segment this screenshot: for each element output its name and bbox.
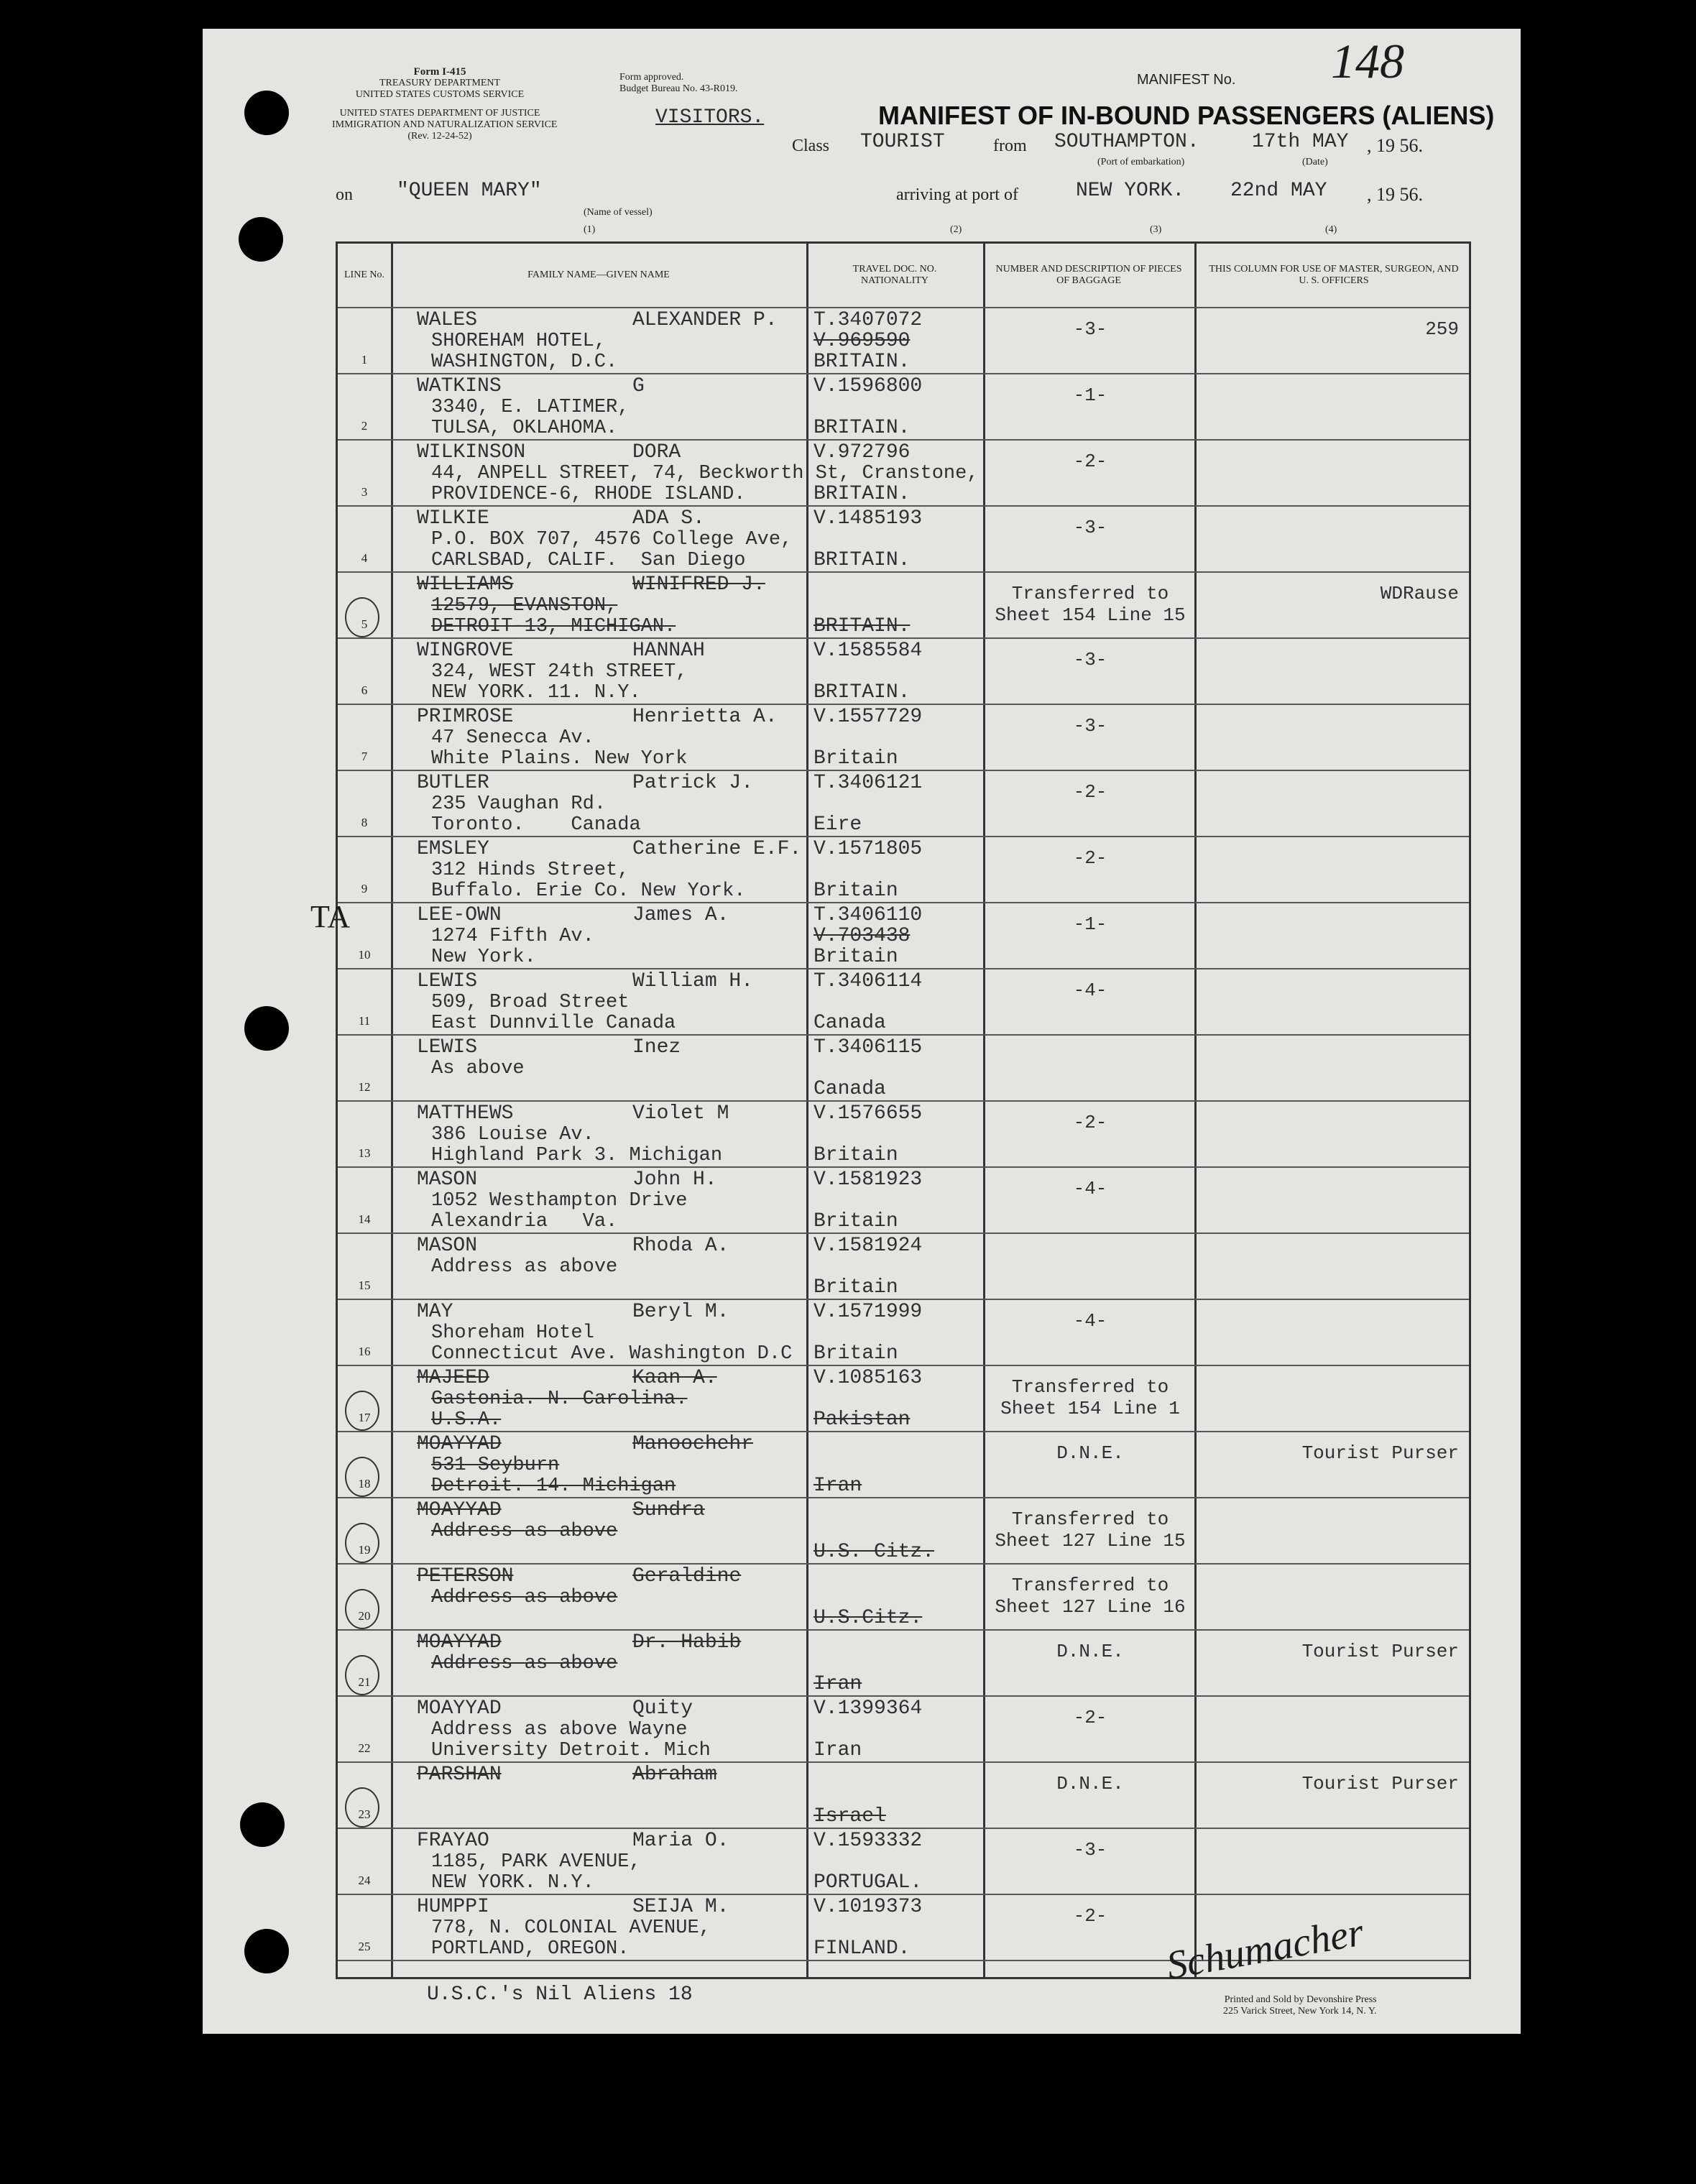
address-line-2: TULSA, OKLAHOMA.	[431, 418, 618, 439]
baggage: D.N.E.	[1056, 1442, 1124, 1464]
address-line-1: 324, WEST 24th STREET,	[431, 661, 688, 683]
table-row	[338, 639, 1469, 705]
visitors-label: VISITORS.	[655, 106, 765, 129]
nationality: Israel	[814, 1805, 886, 1828]
given-name: James A.	[632, 904, 729, 926]
nationality: FINLAND.	[814, 1938, 911, 1960]
family-name: MAJEED	[417, 1367, 489, 1389]
baggage: D.N.E.	[1056, 1641, 1124, 1662]
line-number: 15	[358, 1278, 371, 1292]
nationality: BRITAIN.	[814, 681, 911, 704]
baggage: Transferred to Sheet 154 Line 15	[995, 583, 1186, 626]
family-name: WALES	[417, 309, 478, 331]
line-number: 22	[358, 1741, 371, 1755]
address-line-1: Address as above	[431, 1521, 618, 1542]
table-row	[338, 441, 1469, 507]
family-name: EMSLEY	[417, 838, 489, 860]
address-line-1: 312 Hinds Street,	[431, 860, 630, 881]
address-line-1: 3340, E. LATIMER,	[431, 397, 630, 418]
family-name: WINGROVE	[417, 640, 514, 662]
nationality: Canada	[814, 1012, 886, 1034]
baggage: -2-	[1073, 1905, 1107, 1927]
family-name: MOAYYAD	[417, 1697, 502, 1720]
table-row	[338, 1300, 1469, 1366]
address-line-1: 1185, PARK AVENUE,	[431, 1851, 641, 1873]
given-name: Dr. Habib	[632, 1631, 742, 1654]
table-row	[338, 837, 1469, 903]
nationality: BRITAIN.	[814, 351, 911, 373]
address-line-2: Buffalo. Erie Co. New York.	[431, 880, 746, 902]
officer-note: 259	[1425, 318, 1459, 340]
nationality: Britain	[814, 1210, 898, 1232]
address-line-1: 44, ANPELL STREET, 74, Beckworth St, Cranstone,	[431, 463, 979, 484]
travel-doc-no: V.1581924	[814, 1235, 923, 1257]
given-name: Catherine E.F.	[632, 838, 802, 860]
depart-year: , 19 56.	[1367, 135, 1423, 156]
nationality: Iran	[814, 1673, 862, 1695]
given-name: Inez	[632, 1036, 681, 1059]
family-name: WILKIE	[417, 507, 489, 530]
address-line-2: Detroit. 14. Michigan	[431, 1475, 676, 1497]
family-name: PRIMROSE	[417, 706, 514, 728]
officer-note: Tourist Purser	[1301, 1773, 1459, 1794]
nationality: BRITAIN.	[814, 549, 911, 571]
family-name: WATKINS	[417, 375, 502, 397]
nationality: Britain	[814, 880, 898, 902]
manifest-table	[336, 241, 1471, 1979]
family-name: LEWIS	[417, 1036, 478, 1059]
given-name: ALEXANDER P.	[632, 309, 778, 331]
address-line-1: 47 Senecca Av.	[431, 727, 594, 749]
nationality: Eire	[814, 814, 862, 836]
address-line-2: WASHINGTON, D.C.	[431, 351, 618, 373]
address-line-2: NEW YORK. 11. N.Y.	[431, 682, 641, 704]
address-line-2: CARLSBAD, CALIF. San Diego	[431, 550, 746, 571]
address-line-1: SHOREHAM HOTEL,	[431, 331, 607, 352]
family-name: LEE-OWN	[417, 904, 502, 926]
address-line-1: P.O. BOX 707, 4576 College Ave,	[431, 529, 793, 550]
given-name: HANNAH	[632, 640, 705, 662]
address-line-2: PROVIDENCE-6, RHODE ISLAND.	[431, 484, 746, 505]
address-line-1: 12579, EVANSTON,	[431, 595, 618, 617]
nationality: BRITAIN.	[814, 615, 911, 637]
line-number: 25	[358, 1940, 371, 1953]
table-row	[338, 374, 1469, 441]
baggage: -2-	[1073, 451, 1107, 472]
table-row	[338, 1697, 1469, 1763]
binder-hole	[244, 91, 289, 135]
nationality: Iran	[814, 1475, 862, 1497]
on-label: on	[336, 185, 353, 204]
nationality: Britain	[814, 946, 898, 968]
nationality: Britain	[814, 1342, 898, 1365]
travel-doc-no: V.1557729	[814, 706, 923, 728]
col-line-no: LINE No.	[344, 269, 384, 280]
given-name: John H.	[632, 1169, 717, 1191]
line-number: 9	[361, 882, 368, 895]
baggage: D.N.E.	[1056, 1773, 1124, 1794]
family-name: MOAYYAD	[417, 1499, 502, 1521]
manifest-page	[203, 29, 1521, 2034]
table-row	[338, 1102, 1469, 1168]
officer-note: Tourist Purser	[1301, 1442, 1459, 1464]
baggage: Transferred to Sheet 127 Line 16	[995, 1575, 1186, 1618]
nationality: PORTUGAL.	[814, 1871, 923, 1894]
family-name: WILLIAMS	[417, 573, 514, 596]
address-line-1: As above	[431, 1058, 525, 1079]
form-approved: Form approved.	[619, 72, 684, 83]
given-name: Beryl M.	[632, 1301, 729, 1323]
given-name: Kaan A.	[632, 1367, 717, 1389]
given-name: DORA	[632, 441, 681, 464]
line-number: 1	[361, 353, 368, 367]
dept-treasury: TREASURY DEPARTMENT	[379, 78, 501, 88]
table-row	[338, 1565, 1469, 1631]
col-num-3: (3)	[1150, 224, 1162, 235]
baggage: Transferred to Sheet 154 Line 1	[1000, 1376, 1180, 1419]
officer-note: Tourist Purser	[1301, 1641, 1459, 1662]
address-line-2: Toronto. Canada	[431, 814, 641, 836]
travel-doc-no: V.1596800	[814, 375, 923, 397]
line-number: 10	[358, 948, 371, 962]
col-num-2: (2)	[950, 224, 962, 235]
table-row	[338, 507, 1469, 573]
officer-note: WDRause	[1380, 583, 1459, 604]
family-name: MOAYYAD	[417, 1433, 502, 1455]
col-officers: THIS COLUMN FOR USE OF MASTER, SURGEON, AND U. S. OFFICERS	[1209, 264, 1459, 286]
family-name: MAY	[417, 1301, 453, 1323]
given-name: Maria O.	[632, 1830, 729, 1852]
given-name: Sundra	[632, 1499, 705, 1521]
line-number: 17	[358, 1411, 371, 1424]
address-line-2: New York.	[431, 946, 536, 968]
address-line-1: Shoreham Hotel	[431, 1322, 594, 1344]
nationality: BRITAIN.	[814, 417, 911, 439]
address-line-2: Connecticut Ave. Washington D.C	[431, 1343, 793, 1365]
address-line-2: U.S.A.	[431, 1409, 502, 1431]
printer-line-2: 225 Varick Street, New York 14, N. Y.	[1223, 2006, 1377, 2017]
travel-doc-prev: V.703438	[814, 925, 911, 947]
arrive-date: 22nd MAY	[1230, 180, 1327, 202]
family-name: MOAYYAD	[417, 1631, 502, 1654]
baggage: -2-	[1073, 1112, 1107, 1133]
col-travel-doc: TRAVEL DOC. NO. NATIONALITY	[852, 264, 937, 286]
nationality: Pakistan	[814, 1409, 911, 1431]
line-number: 23	[358, 1807, 371, 1821]
nationality: Britain	[814, 747, 898, 770]
line-number: 19	[358, 1543, 371, 1557]
address-line-1: Address as above	[431, 1256, 618, 1278]
col-num-1: (1)	[584, 224, 596, 235]
baggage: -2-	[1073, 1707, 1107, 1728]
family-name: PETERSON	[417, 1565, 514, 1588]
line-number: 21	[358, 1675, 371, 1689]
line-number: 14	[358, 1212, 371, 1226]
travel-doc-no: V.972796	[814, 441, 911, 464]
class-label: Class	[792, 137, 830, 155]
table-row	[338, 308, 1469, 374]
address-line-1: Address as above Wayne	[431, 1719, 688, 1741]
baggage: -3-	[1073, 1839, 1107, 1861]
baggage: Transferred to Sheet 127 Line 15	[995, 1508, 1186, 1552]
line-number: 6	[361, 683, 368, 697]
address-line-1: 235 Vaughan Rd.	[431, 793, 607, 815]
travel-doc-no: T.3406115	[814, 1036, 923, 1059]
binder-hole	[240, 1802, 285, 1847]
nationality: Britain	[814, 1144, 898, 1166]
travel-doc-no: V.1581923	[814, 1169, 923, 1191]
line-number: 13	[358, 1146, 371, 1160]
table-row	[338, 1829, 1469, 1895]
travel-doc-no: T.3406110	[814, 904, 923, 926]
travel-doc-no: V.1485193	[814, 507, 923, 530]
form-approved-block	[619, 72, 737, 95]
date-caption: (Date)	[1302, 157, 1328, 167]
from-label: from	[993, 137, 1027, 155]
baggage: -2-	[1073, 847, 1107, 869]
dept-customs: UNITED STATES CUSTOMS SERVICE	[355, 89, 525, 100]
vessel-caption: (Name of vessel)	[584, 207, 653, 218]
table-row	[338, 771, 1469, 837]
table-row	[338, 1631, 1469, 1697]
baggage: -4-	[1073, 1178, 1107, 1199]
col-baggage: NUMBER AND DESCRIPTION OF PIECES OF BAGGAGE	[995, 264, 1182, 286]
nationality: U.S.Citz.	[814, 1607, 923, 1629]
address-line-1: 1274 Fifth Av.	[431, 926, 594, 947]
form-id: Form I-415	[413, 66, 466, 78]
travel-doc-no: V.1571805	[814, 838, 923, 860]
arrive-port: NEW YORK.	[1076, 180, 1185, 202]
table-row	[338, 705, 1469, 771]
baggage: -1-	[1073, 913, 1107, 935]
nationality: Iran	[814, 1739, 862, 1761]
address-line-2: White Plains. New York	[431, 748, 688, 770]
line-number: 20	[358, 1609, 371, 1623]
line-number: 24	[358, 1874, 371, 1887]
address-line-2: PORTLAND, OREGON.	[431, 1938, 630, 1960]
footer-summary: U.S.C.'s Nil Aliens 18	[427, 1983, 693, 2006]
given-name: ADA S.	[632, 507, 705, 530]
margin-note: TA	[310, 899, 351, 934]
given-name: Abraham	[632, 1764, 717, 1786]
line-number: 5	[361, 617, 368, 631]
printer-block	[1223, 1994, 1377, 2017]
address-line-2: Alexandria Va.	[431, 1211, 618, 1232]
dept-justice: UNITED STATES DEPARTMENT OF JUSTICE	[339, 108, 540, 119]
given-name: WINIFRED J.	[632, 573, 765, 596]
family-name: LEWIS	[417, 970, 478, 992]
baggage: -4-	[1073, 1310, 1107, 1332]
baggage: -3-	[1073, 318, 1107, 340]
address-line-1: Address as above	[431, 1587, 618, 1608]
nationality: Canada	[814, 1078, 886, 1100]
line-number: 4	[361, 551, 368, 565]
travel-doc-no: T.3406114	[814, 970, 923, 992]
address-line-2: DETROIT-13, MICHIGAN.	[431, 616, 676, 637]
travel-doc-no: V.1585584	[814, 640, 923, 662]
arriving-label: arriving at port of	[896, 185, 1018, 204]
table-row	[338, 903, 1469, 969]
travel-doc-no: T.3406121	[814, 772, 923, 794]
form-rev: (Rev. 12-24-52)	[407, 131, 472, 142]
given-name: G	[632, 375, 645, 397]
table-row	[338, 573, 1469, 639]
manifest-no-label: MANIFEST No.	[1137, 72, 1236, 88]
table-row	[338, 1432, 1469, 1498]
family-name: BUTLER	[417, 772, 489, 794]
table-row	[338, 1168, 1469, 1234]
address-line-1: 509, Broad Street	[431, 992, 630, 1013]
travel-doc-no: V.1019373	[814, 1896, 923, 1918]
address-line-2: University Detroit. Mich	[431, 1740, 711, 1761]
travel-doc-no: V.1085163	[814, 1367, 923, 1389]
line-number: 12	[358, 1080, 371, 1094]
address-line-2: NEW YORK. N.Y.	[431, 1872, 594, 1894]
baggage: -2-	[1073, 781, 1107, 803]
depart-date: 17th MAY	[1252, 131, 1349, 153]
family-name: PARSHAN	[417, 1764, 502, 1786]
arrive-year: , 19 56.	[1367, 184, 1423, 205]
nationality: Britain	[814, 1276, 898, 1299]
form-id-block	[332, 66, 558, 142]
line-number: 3	[361, 485, 368, 499]
family-name: MASON	[417, 1235, 478, 1257]
baggage: -4-	[1073, 980, 1107, 1001]
vessel-name: "QUEEN MARY"	[397, 180, 542, 202]
baggage: -3-	[1073, 517, 1107, 538]
travel-doc-no: V.1593332	[814, 1830, 923, 1852]
given-name: Henrietta A.	[632, 706, 778, 728]
class-value: TOURIST	[860, 131, 945, 153]
binder-hole	[244, 1929, 289, 1973]
nationality: BRITAIN.	[814, 483, 911, 505]
travel-doc-no: T.3407072	[814, 309, 923, 331]
given-name: Patrick J.	[632, 772, 754, 794]
line-number: 18	[358, 1477, 371, 1490]
baggage: -1-	[1073, 384, 1107, 406]
travel-doc-no: V.1571999	[814, 1301, 923, 1323]
manifest-title: MANIFEST OF IN-BOUND PASSENGERS (ALIENS)	[878, 101, 1495, 130]
manifest-no: 148	[1331, 34, 1404, 88]
table-row	[338, 1366, 1469, 1432]
col-num-4: (4)	[1325, 224, 1337, 235]
line-number: 11	[358, 1014, 371, 1028]
line-number: 8	[361, 816, 368, 829]
table-row	[338, 1763, 1469, 1829]
address-line-1: 778, N. COLONIAL AVENUE,	[431, 1917, 711, 1939]
family-name: HUMPPI	[417, 1896, 489, 1918]
nationality: U.S. Citz.	[814, 1541, 935, 1563]
line-number: 16	[358, 1345, 371, 1358]
table-row	[338, 969, 1469, 1036]
baggage: -3-	[1073, 715, 1107, 737]
line-number: 7	[361, 750, 368, 763]
given-name: William H.	[632, 970, 754, 992]
address-line-2: Highland Park 3. Michigan	[431, 1145, 723, 1166]
line-number: 2	[361, 419, 368, 433]
port-caption: (Port of embarkation)	[1097, 157, 1185, 167]
given-name: Manoochehr	[632, 1433, 754, 1455]
address-line-1: 531 Seyburn	[431, 1455, 560, 1476]
dept-ins: IMMIGRATION AND NATURALIZATION SERVICE	[332, 119, 558, 130]
table-row	[338, 1498, 1469, 1565]
family-name: WILKINSON	[417, 441, 526, 464]
family-name: FRAYAO	[417, 1830, 489, 1852]
family-name: MASON	[417, 1169, 478, 1191]
binder-hole	[244, 1006, 289, 1051]
given-name: Quity	[632, 1697, 693, 1720]
table-row	[338, 1036, 1469, 1102]
given-name: Geraldine	[632, 1565, 742, 1588]
given-name: SEIJA M.	[632, 1896, 729, 1918]
col-name: FAMILY NAME—GIVEN NAME	[527, 269, 670, 280]
given-name: Rhoda A.	[632, 1235, 729, 1257]
address-line-1: 1052 Westhampton Drive	[431, 1190, 688, 1212]
address-line-1: Address as above	[431, 1653, 618, 1674]
binder-hole	[239, 217, 283, 262]
baggage: -3-	[1073, 649, 1107, 671]
budget-bureau: Budget Bureau No. 43-R019.	[619, 83, 738, 94]
footer-signature: Schumacher	[1163, 1909, 1368, 1989]
travel-doc-no: V.1576655	[814, 1102, 923, 1125]
family-name: MATTHEWS	[417, 1102, 514, 1125]
table-row	[338, 1234, 1469, 1300]
address-line-1: 386 Louise Av.	[431, 1124, 594, 1146]
address-line-2: East Dunnville Canada	[431, 1013, 676, 1034]
printer-line-1: Printed and Sold by Devonshire Press	[1224, 1994, 1377, 2005]
travel-doc-no: V.1399364	[814, 1697, 923, 1720]
given-name: Violet M	[632, 1102, 729, 1125]
address-line-1: Gastonia. N. Carolina.	[431, 1388, 688, 1410]
from-value: SOUTHAMPTON.	[1054, 131, 1199, 153]
travel-doc-prev: V.969590	[814, 330, 911, 352]
